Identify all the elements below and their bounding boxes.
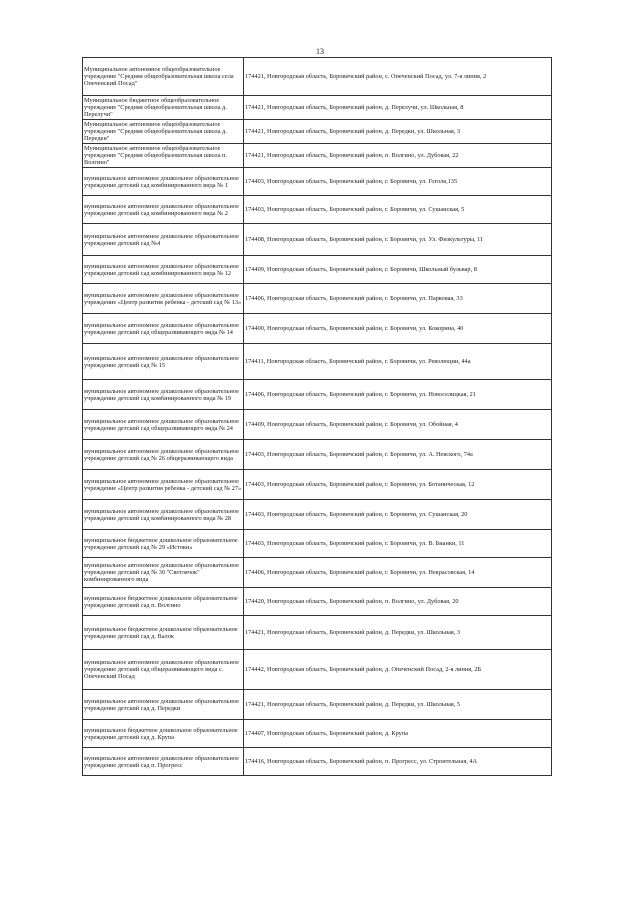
table-row [83, 380, 552, 410]
table-row [83, 690, 552, 720]
page-number: 13 [316, 47, 324, 56]
institution-address-cell: 174403, Новгородская область, Боровичский район, г. Боровичи, ул. Сушанская, 5 [244, 196, 552, 224]
institution-name-cell: муниципальное автономное дошкольное образовательное учреждение детский сад № 26 общеразвивающего вида [83, 440, 244, 470]
institution-address-cell: 174403, Новгородская область, Боровичский район, г. Боровичи, ул. В. Бианки, 11 [244, 530, 552, 558]
table-row [83, 120, 552, 144]
table-row [83, 96, 552, 120]
institution-name-cell: муниципальное автономное дошкольное образовательное учреждение детский сад №4 [83, 224, 244, 256]
institution-name-cell: муниципальное автономное дошкольное образовательное учреждение детский сад комбинированного вида № 2 [83, 196, 244, 224]
table-row [83, 58, 552, 96]
institution-address-cell: 174403, Новгородская область, Боровичский район, г. Боровичи, ул. Гоголя,135 [244, 168, 552, 196]
table-row [83, 410, 552, 440]
institution-name-cell: муниципальное автономное дошкольное образовательное учреждение детский сад п. Прогресс [83, 748, 244, 776]
institution-address-cell: 174408, Новгородская область, Боровичский район, г. Боровичи, ул. Ул. Физкультуры, 11 [244, 224, 552, 256]
institution-address-cell: 174406, Новгородская область, Боровичский район, г. Боровичи, ул. Некрасовская, 14 [244, 558, 552, 588]
institution-name-cell: муниципальное автономное дошкольное образовательное учреждение детский сад общеразвивающего вида № 14 [83, 314, 244, 344]
table-row [83, 440, 552, 470]
institution-name-cell: Муниципальное автономное общеобразовательное учреждение "Средняя общеобразовательная школа села Опеченский Посад" [83, 58, 244, 96]
institution-address-cell: 174403, Новгородская область, Боровичский район, г. Боровичи, ул. Сушанская, 20 [244, 500, 552, 530]
institution-name-cell: муниципальное бюджетное дошкольное образовательное учреждение детский сад д. Крупа [83, 720, 244, 748]
institution-address-cell: 174409, Новгородская область, Боровичский район, г. Боровичи, ул. Обойная, 4 [244, 410, 552, 440]
institution-name-cell: Муниципальное автономное общеобразовательное учреждение "Средняя общеобразовательная школа д. Передки" [83, 120, 244, 144]
institution-address-cell: 174407, Новгородская область, Боровичский район, д. Крупа [244, 720, 552, 748]
institution-address-cell: 174421, Новгородская область, Боровичский район, с. Опеченский Посад, ул. 7-я линия, 2 [244, 58, 552, 96]
institution-address-cell: 174421, Новгородская область, Боровичский район, д. Передки, ул. Школьная, 3 [244, 120, 552, 144]
institution-name-cell: муниципальное автономное дошкольное образовательное учреждение детский сад комбинированного вида № 12 [83, 256, 244, 284]
institution-name-cell: муниципальное бюджетное дошкольное образовательное учреждение детский сад п. Волгино [83, 588, 244, 616]
table-row [83, 588, 552, 616]
table-row [83, 720, 552, 748]
institution-name-cell: муниципальное автономное дошкольное образовательное учреждение «Центр развития ребенка - детский сад № 27» [83, 470, 244, 500]
institution-address-cell: 174420, Новгородская область, Боровичский район, п. Волгино, ул. Дубовая, 20 [244, 588, 552, 616]
table-row [83, 500, 552, 530]
institution-address-cell: 174406, Новгородская область, Боровичский район, г. Боровичи, ул. Парковая, 33 [244, 284, 552, 314]
institution-name-cell: Муниципальное бюджетное общеобразовательное учреждение "Средняя общеобразовательная школа д. Перелучи" [83, 96, 244, 120]
institution-name-cell: муниципальное автономное дошкольное образовательное учреждение детский сад № 15 [83, 344, 244, 380]
institution-name-cell: муниципальное автономное дошкольное образовательное учреждение «Центр развития ребенка - детский сад № 13» [83, 284, 244, 314]
table-row [83, 616, 552, 650]
institution-address-cell: 174421, Новгородская область, Боровичский район, д. Перелучи, ул. Школьная, 8 [244, 96, 552, 120]
table-row [83, 558, 552, 588]
table-row [83, 748, 552, 776]
table-row [83, 224, 552, 256]
institution-name-cell: муниципальное бюджетное дошкольное образовательное учреждение детский сад № 29 «Истоки» [83, 530, 244, 558]
institution-name-cell: муниципальное автономное дошкольное образовательное учреждение детский сад комбинированного вида № 19 [83, 380, 244, 410]
table-row [83, 314, 552, 344]
institution-address-cell: 174409, Новгородская область, Боровичский район, г. Боровичи, Школьный бульвар, 8 [244, 256, 552, 284]
institution-name-cell: муниципальное автономное дошкольное образовательное учреждение детский сад д. Передки [83, 690, 244, 720]
table-row [83, 256, 552, 284]
table-row [83, 284, 552, 314]
institution-name-cell: муниципальное бюджетное дошкольное образовательное учреждение детский сад д. Валок [83, 616, 244, 650]
institution-name-cell: муниципальное автономное дошкольное образовательное учреждение детский сад № 30 "Светлячок" комбинированного вида [83, 558, 244, 588]
table-row [83, 144, 552, 168]
table-row [83, 168, 552, 196]
institution-address-cell: 174403, Новгородская область, Боровичский район, г. Боровичи, ул. А. Невского, 74а [244, 440, 552, 470]
institution-address-cell: 174403, Новгородская область, Боровичский район, г. Боровичи, ул. Ботаническая, 12 [244, 470, 552, 500]
institution-address-cell: 174442, Новгородская область, Боровичский район, д. Опеченский Посад, 2-я линия, 2Б [244, 650, 552, 690]
institution-address-cell: 174406, Новгородская область, Боровичский район, г. Боровичи, ул. Новоселицкая, 21 [244, 380, 552, 410]
institution-name-cell: муниципальное автономное дошкольное образовательное учреждение детский сад общеразвивающего вида № 24 [83, 410, 244, 440]
institution-name-cell: Муниципальное автономное общеобразовательное учреждение "Средняя общеобразовательная школа п. Волгино" [83, 144, 244, 168]
institution-name-cell: муниципальное автономное дошкольное образовательное учреждение детский сад комбинированного вида № 1 [83, 168, 244, 196]
institution-address-cell: 174400, Новгородская область, Боровичский район, г. Боровичи, ул. Кокорина, 40 [244, 314, 552, 344]
institution-address-cell: 174416, Новгородская область, Боровичский район, п. Прогресс, ул. Строительная, 4А [244, 748, 552, 776]
institution-name-cell: муниципальное автономное дошкольное образовательное учреждение детский сад комбинированного вида № 28 [83, 500, 244, 530]
table-row [83, 470, 552, 500]
institution-address-cell: 174421, Новгородская область, Боровичский район, д. Передки, ул. Школьная, 3 [244, 616, 552, 650]
table-row [83, 196, 552, 224]
table-row [83, 650, 552, 690]
institution-address-cell: 174421, Новгородская область, Боровичский район, п. Волгино, ул. Дубовая, 22 [244, 144, 552, 168]
table-row [83, 530, 552, 558]
institution-name-cell: муниципальное автономное дошкольное образовательное учреждение детский сад общеразвивающего вида с. Опеченский Посад [83, 650, 244, 690]
table-row [83, 344, 552, 380]
institutions-table [82, 57, 552, 776]
institution-address-cell: 174421, Новгородская область, Боровичский район, д. Передки, ул. Школьная, 5 [244, 690, 552, 720]
institution-address-cell: 174411, Новгородская область, Боровичский район, г. Боровичи, ул. Революции, 44а [244, 344, 552, 380]
